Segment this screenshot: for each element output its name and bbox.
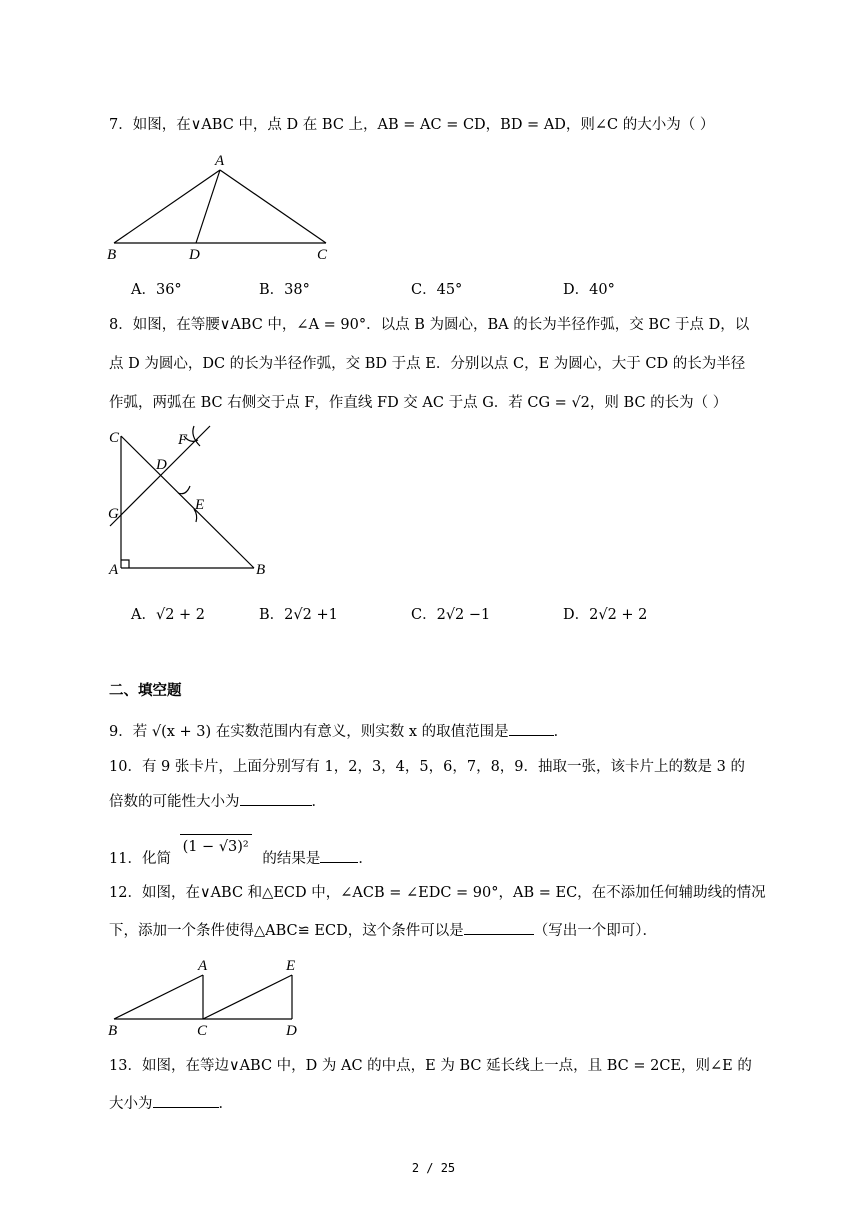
q10-text: 倍数的可能性大小为 bbox=[109, 794, 240, 810]
q10-line2 bbox=[109, 791, 326, 812]
q8-option-a: A．√2 + 2 bbox=[131, 607, 206, 623]
q10-line1: 10．有 9 张卡片，上面分别写有 1，2，3，4，5，6，7，8，9．抽取一张，该卡片上的数是 3 的 bbox=[109, 759, 745, 775]
label-B: B bbox=[256, 562, 266, 578]
q12-line1: 12．如图，在∨ABC 和△ECD 中，∠ACB = ∠EDC = 90°，AB = EC，在不添加任何辅助线的情况 bbox=[109, 885, 766, 901]
q11-blank bbox=[320, 848, 358, 863]
q7-option-c: C．45° bbox=[411, 282, 463, 298]
q7-figure bbox=[100, 150, 340, 265]
section-heading: 二、填空题 bbox=[109, 682, 182, 699]
q11 bbox=[109, 839, 373, 869]
q11-text2: 的结果是 bbox=[262, 851, 321, 867]
q12-text: 下，添加一个条件使得△ABC≌ ECD，这个条件可以是 bbox=[109, 923, 464, 939]
q13-blank bbox=[153, 1093, 219, 1108]
q13-line1: 13．如图，在等边∨ABC 中，D 为 AC 的中点，E 为 BC 延长线上一点，且 BC = 2CE，则∠E 的 bbox=[109, 1058, 752, 1074]
q8-option-c: C．2√2 −1 bbox=[411, 607, 491, 623]
q10-end: ． bbox=[311, 794, 326, 810]
q9-text: 9．若 √(x + 3) 在实数范围内有意义，则实数 x 的取值范围是 bbox=[109, 724, 509, 740]
q9 bbox=[109, 721, 568, 742]
q9-end: ． bbox=[553, 724, 569, 740]
q13-text: 大小为 bbox=[109, 1096, 153, 1112]
q7-option-d: D．40° bbox=[563, 282, 615, 298]
q13-line2 bbox=[109, 1093, 233, 1114]
label-C: C bbox=[197, 1023, 208, 1039]
q8-line1: 8．如图，在等腰∨ABC 中，∠A = 90°．以点 B 为圆心，BA 的长为半径作弧，交 BC 于点 D，以 bbox=[109, 317, 750, 333]
label-F: F bbox=[178, 432, 188, 448]
q12-blank bbox=[464, 920, 534, 935]
label-D: D bbox=[156, 457, 167, 473]
q8-line2: 点 D 为圆心，DC 的长为半径作弧，交 BD 于点 E．分别以点 C，E 为圆心，大于 CD 的长为半径 bbox=[109, 356, 746, 372]
q11-text: 11．化简 bbox=[109, 851, 171, 867]
q7-option-a: A．36° bbox=[131, 282, 182, 298]
label-B: B bbox=[107, 247, 117, 263]
label-D: D bbox=[286, 1023, 297, 1039]
label-B: B bbox=[108, 1023, 118, 1039]
q8-option-d: D．2√2 + 2 bbox=[563, 607, 648, 623]
q12-line2 bbox=[109, 920, 657, 941]
q7-option-b: B．38° bbox=[259, 282, 310, 298]
q12-figure bbox=[100, 955, 310, 1040]
label-C: C bbox=[317, 247, 328, 263]
q11-radical bbox=[180, 834, 252, 857]
q8-figure bbox=[100, 422, 280, 582]
q9-blank bbox=[509, 721, 554, 736]
label-E: E bbox=[195, 497, 205, 513]
page-number: 2 / 25 bbox=[411, 1161, 456, 1175]
label-G: G bbox=[108, 506, 119, 522]
label-A: A bbox=[109, 562, 119, 578]
label-D: D bbox=[189, 247, 200, 263]
label-A: A bbox=[198, 958, 208, 974]
q7-stem: 7．如图，在∨ABC 中，点 D 在 BC 上，AB = AC = CD，BD = AD，则∠C 的大小为（ ） bbox=[109, 117, 715, 133]
q11-end: ． bbox=[358, 851, 373, 867]
q12-end: （写出一个即可）． bbox=[533, 923, 657, 939]
q8-line3: 作弧，两弧在 BC 右侧交于点 F，作直线 FD 交 AC 于点 G．若 CG = √2，则 BC 的长为（ ） bbox=[109, 395, 728, 411]
q13-end: ． bbox=[218, 1096, 233, 1112]
q11-radicand: (1 − √3)² bbox=[182, 839, 249, 855]
label-A: A bbox=[215, 153, 225, 169]
q8-option-b: B．2√2 +1 bbox=[259, 607, 338, 623]
label-C: C bbox=[109, 430, 120, 446]
label-E: E bbox=[286, 958, 296, 974]
q10-blank bbox=[240, 791, 312, 806]
